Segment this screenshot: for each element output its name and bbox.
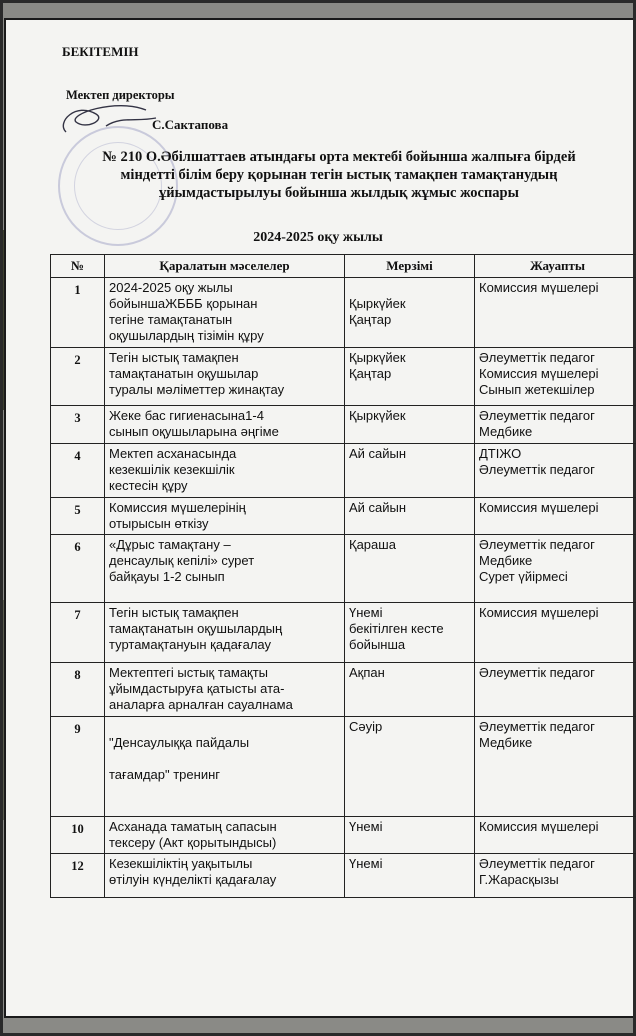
table-row [51,717,636,817]
cell-line: тексеру (Акт қорытындысы) [109,835,277,850]
row-number: 7 [51,603,105,663]
term-cell [345,717,475,817]
school-year: 2024-2025 оқу жылы [253,230,383,245]
cell-line: кестесін құру [109,478,188,493]
term-cell [345,854,475,898]
row-number: 4 [51,444,105,498]
topic-cell [105,498,345,535]
cell-line: "Денсаулыққа пайдалы [109,735,250,750]
cell-line: Қаңтар [349,366,392,381]
row-number: 5 [51,498,105,535]
cell-line: бойынша [349,637,406,652]
cell-line: Қыркүйек [349,408,406,423]
cell-line: Ақпан [349,665,385,680]
cell-line: Әлеуметтік педагог [479,665,595,680]
cell-line: Тегін ыстық тамақпен [109,605,239,620]
row-number: 10 [51,817,105,854]
responsible-cell [475,817,636,854]
term-cell [345,817,475,854]
cell-line: Комиссия мүшелерінің [109,500,246,515]
table-row [51,854,636,898]
table-row [51,535,636,603]
row-number: 3 [51,406,105,444]
responsible-cell [475,498,636,535]
cell-line: Қараша [349,537,396,552]
cell-line: оқушылардың тізімін құру [109,328,264,343]
cell-line: Г.Жарасқызы [479,872,559,887]
term-cell [345,444,475,498]
cell-line: Мектептегі ыстық тамақты [109,665,269,680]
term-cell [345,498,475,535]
cell-line [109,751,340,767]
responsible-cell [475,444,636,498]
topic-cell [105,603,345,663]
col-header-term: Мерзімі [345,255,475,278]
table-row [51,817,636,854]
term-cell [345,278,475,348]
row-number: 9 [51,717,105,817]
approve-label: БЕКІТЕМІН [62,44,139,59]
cell-line: Әлеуметтік педагог [479,537,595,552]
cell-line [109,719,340,735]
cell-line: Мектеп асханасында [109,446,237,461]
cell-line: денсаулық кепілі» сурет [109,553,255,568]
topic-cell [105,854,345,898]
table-row [51,603,636,663]
director-label: Мектеп директоры [66,88,175,102]
cell-line: Қыркүйек [349,350,406,365]
cell-line: Комиссия мүшелері [479,500,599,515]
title-line: ұйымдастырылуы бойынша жылдық жұмыс жоспары [159,185,519,201]
document-title [54,148,624,202]
cell-line: Әлеуметтік педагог [479,408,595,423]
responsible-cell [475,535,636,603]
cell-line: отырысын өткізу [109,516,209,531]
cell-line: Медбике [479,424,533,439]
responsible-cell [475,603,636,663]
cell-line: аналарға арналған сауалнама [109,697,293,712]
topic-cell [105,406,345,444]
topic-cell [105,444,345,498]
cell-line: ұйымдастыруға қатысты ата- [109,681,285,696]
cell-line: туртамақтануын қадағалау [109,637,272,652]
cell-line: ДТІЖО [479,446,522,461]
cell-line: Асханада таматың сапасын [109,819,277,834]
table-row [51,444,636,498]
cell-line: Комиссия мүшелері [479,366,599,381]
cell-line: Қаңтар [349,312,392,327]
cell-line [349,280,470,296]
cell-line: Үнемі [349,856,383,871]
topic-cell [105,348,345,406]
row-number: 12 [51,854,105,898]
cell-line: Медбике [479,553,533,568]
cell-line: сынып оқушыларына әңгіме [109,424,279,439]
topic-cell [105,663,345,717]
term-cell [345,663,475,717]
cell-line: бойыншаЖБББ қорынан [109,296,258,311]
term-cell [345,535,475,603]
cell-line: Жеке бас гигиенасына1-4 [109,408,264,423]
cell-line: Әлеуметтік педагог [479,856,595,871]
responsible-cell [475,717,636,817]
table-row [51,348,636,406]
cell-line: тағамдар" тренинг [109,767,220,782]
cell-line: Үнемі [349,605,383,620]
cell-line: Сынып жетекшілер [479,382,595,397]
table-header-row [51,255,636,278]
cell-line: туралы мәліметтер жинақтау [109,382,285,397]
cell-line: Қыркүйек [349,296,406,311]
cell-line: Комиссия мүшелері [479,819,599,834]
table-row [51,498,636,535]
row-number: 1 [51,278,105,348]
cell-line: байқауы 1-2 сынып [109,569,225,584]
cell-line: Сурет үйірмесі [479,569,568,584]
table-row [51,663,636,717]
term-cell [345,348,475,406]
row-number: 2 [51,348,105,406]
topic-cell [105,278,345,348]
cell-line: кезекшілік кезекшілік [109,462,235,477]
col-header-number: № [51,255,105,278]
title-line: міндетті білім беру қорынан тегін ыстық тамақпен тамақтанудың [120,167,558,183]
cell-line: Кезекшіліктің уақытылы [109,856,253,871]
table-row [51,278,636,348]
cell-line: Комиссия мүшелері [479,605,599,620]
responsible-cell [475,663,636,717]
cell-line: Медбике [479,735,533,750]
title-line: № 210 О.Әбілшаттаев атындағы орта мектебі бойынша жалпыға бірдей [102,149,576,165]
col-header-responsible: Жауапты [475,255,636,278]
director-name: С.Сактапова [152,117,229,132]
cell-line: бекітілген кесте [349,621,444,636]
row-number: 8 [51,663,105,717]
work-plan-table [50,254,636,898]
responsible-cell [475,854,636,898]
cell-line: Әлеуметтік педагог [479,719,595,734]
table-row [51,406,636,444]
responsible-cell [475,278,636,348]
cell-line: Комиссия мүшелері [479,280,599,295]
cell-line: Ай сайын [349,446,407,461]
cell-line: Сәуір [349,719,383,734]
cell-line: Әлеуметтік педагог [479,462,595,477]
responsible-cell [475,348,636,406]
cell-line: тегіне тамақтанатын [109,312,233,327]
term-cell [345,603,475,663]
responsible-cell [475,406,636,444]
topic-cell [105,717,345,817]
cell-line: Үнемі [349,819,383,834]
cell-line: өтілуін күнделікті қадағалау [109,872,277,887]
topic-cell [105,817,345,854]
col-header-topic: Қаралатын мәселелер [105,255,345,278]
cell-line: тамақтанатын оқушылар [109,366,259,381]
term-cell [345,406,475,444]
row-number: 6 [51,535,105,603]
cell-line: тамақтанатын оқушылардың [109,621,283,636]
cell-line: Әлеуметтік педагог [479,350,595,365]
cell-line: Ай сайын [349,500,407,515]
cell-line: Тегін ыстық тамақпен [109,350,239,365]
topic-cell [105,535,345,603]
cell-line: 2024-2025 оқу жылы [109,280,233,295]
cell-line: «Дұрыс тамақтану – [109,537,231,552]
